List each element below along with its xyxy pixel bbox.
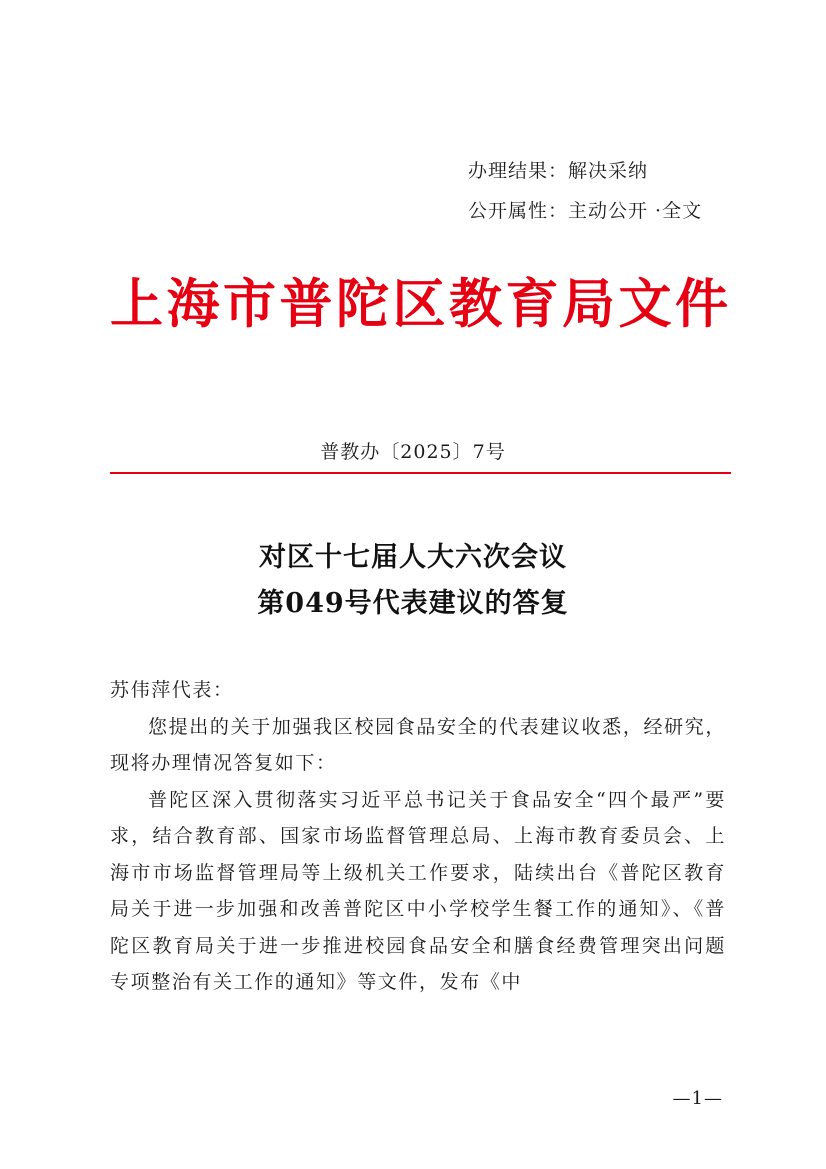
body-paragraph: 普陀区深入贯彻落实习近平总书记关于食品安全“四个最严”要求，结合教育部、国家市场监督管理总局、上海市教育委员会、上海市市场监督管理局等上级机关工作要求，陆续出台《普陀区教育局关于进一步加强和改善普陀区中小学校学生餐工作的通知》、《普陀区教育局关于进一步推进校园食品安全和膳食经费管理突出问题专项整治有关工作的通知》等文件，发布《中 (110, 788, 726, 993)
document-body (110, 672, 726, 1001)
handling-result: 办理结果：解决采纳 (468, 160, 649, 182)
document-number: 普教办〔2025〕7号 (320, 441, 506, 463)
red-divider-line (110, 472, 731, 474)
body-paragraph: 您提出的关于加强我区校园食品安全的代表建议收悉，经研究，现将办理情况答复如下： (110, 715, 726, 774)
document-title-line-1: 对区十七届人大六次会议 (259, 542, 567, 573)
salutation: 苏伟萍代表： (110, 679, 234, 701)
disclosure-attribute: 公开属性：主动公开 ·全文 (468, 200, 703, 222)
document-title-line-2: 第049号代表建议的答复 (257, 588, 569, 619)
masthead-title: 上海市普陀区教育局文件 (110, 273, 730, 335)
page-number: —1— (672, 1088, 723, 1109)
